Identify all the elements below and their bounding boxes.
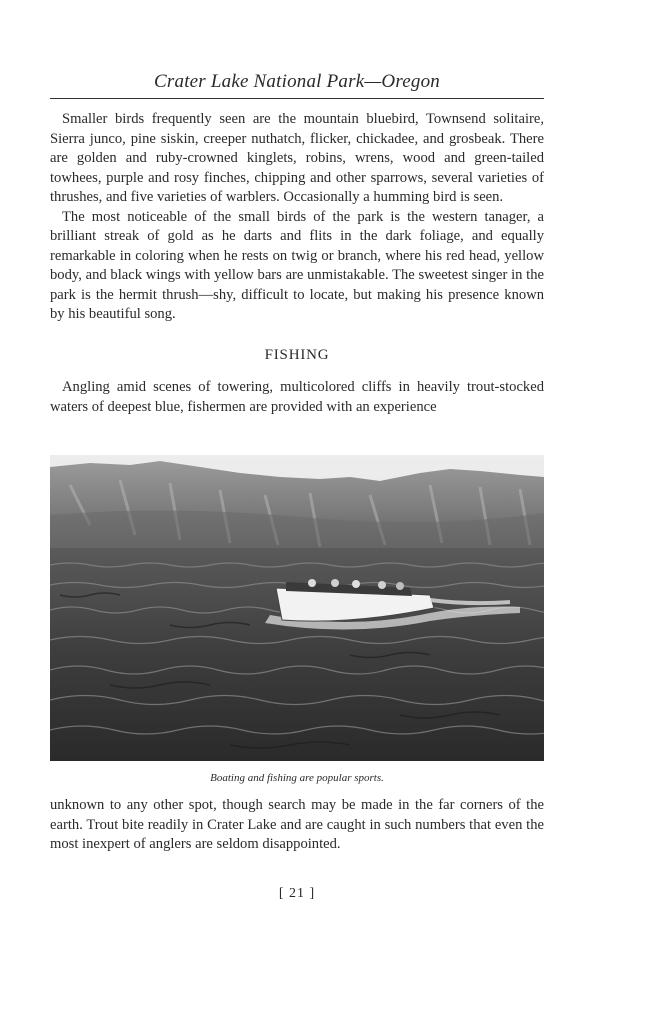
paragraph-smaller-birds: Smaller birds frequently seen are the mountain bluebird, Townsend solitaire, Sierra junco, pine siskin, creeper nuthatch, flicker, chickadee, and grosbeak. There are golden and ruby-crowned kinglets, robins, wrens, wood and green-tailed towhees, purple and rosy finches, chipping and other sparrows, several varieties of thrushes, and five varieties of warblers. Occasionally a humming bird is seen. bbox=[50, 111, 544, 205]
lake-boat-photo bbox=[50, 455, 544, 761]
page-number: [ 21 ] bbox=[278, 886, 316, 901]
paragraph-western-tanager: The most noticeable of the small birds of the park is the western tanager, a brilliant streak of gold as he darts and flits in the dark foliage, and equally remarkable in coloring when he rests on twig or branch, where his red head, yellow body, and black wings with yellow bars are unmistakable. The sweetest singer in the park is the hermit thrush—shy, difficult to locate, but making his presence known by his beautiful song. bbox=[50, 208, 544, 322]
bird-paragraphs bbox=[50, 110, 544, 325]
fishing-paragraph-start-block bbox=[50, 378, 544, 417]
fishing-paragraph-end: unknown to any other spot, though search may be made in the far corners of the earth. Trout bite readily in Crater Lake and are caught in such numbers that even the most inexpert of anglers are seldom disappointed. bbox=[50, 797, 544, 852]
fishing-paragraph-start: Angling amid scenes of towering, multicolored cliffs in heavily trout-stocked waters of deepest blue, fishermen are provided with an experience bbox=[50, 379, 544, 415]
section-heading-fishing: FISHING bbox=[264, 347, 330, 363]
photo-caption: Boating and fishing are popular sports. bbox=[210, 772, 384, 784]
running-title: Crater Lake National Park—Oregon bbox=[154, 71, 440, 92]
fishing-paragraph-end-block bbox=[50, 796, 544, 855]
photo-illustration bbox=[50, 455, 544, 761]
header-rule bbox=[50, 98, 544, 99]
